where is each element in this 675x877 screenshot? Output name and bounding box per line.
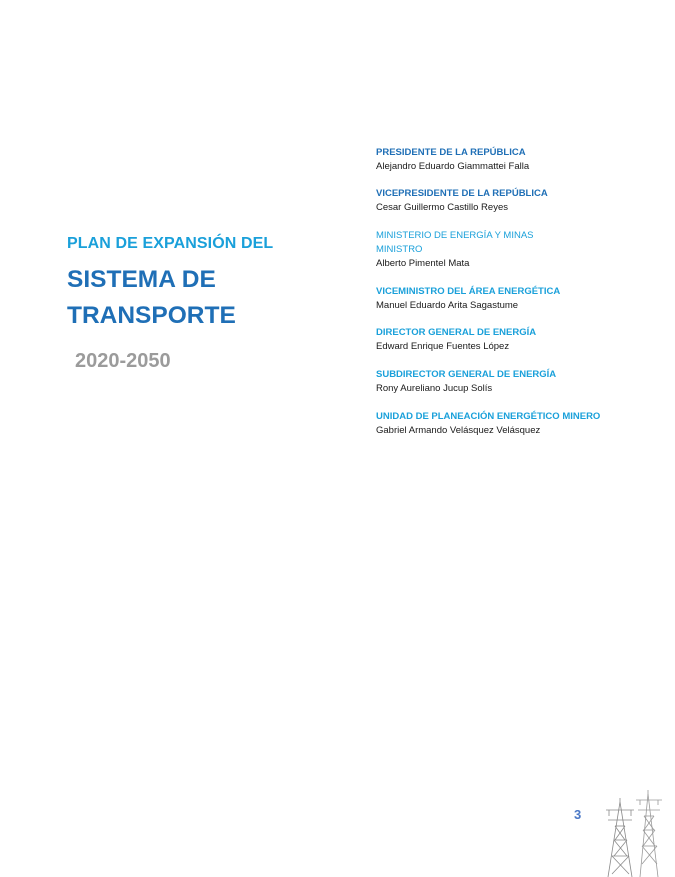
credit-name: Alberto Pimentel Mata	[376, 258, 470, 269]
credit-role: SUBDIRECTOR GENERAL DE ENERGÍA	[376, 369, 557, 380]
credit-role: VICEPRESIDENTE DE LA REPÚBLICA	[376, 188, 548, 199]
credit-name: Gabriel Armando Velásquez Velásquez	[376, 425, 541, 436]
credit-role: MINISTERIO DE ENERGÍA Y MINAS	[376, 230, 534, 241]
credit-director-general	[376, 326, 536, 354]
document-years: 2020-2050	[75, 350, 171, 372]
document-subtitle: PLAN DE EXPANSIÓN DEL	[67, 235, 274, 252]
credit-role: DIRECTOR GENERAL DE ENERGÍA	[376, 327, 537, 338]
document-title-line-1: SISTEMA DE	[67, 266, 216, 293]
credit-viceminister	[376, 285, 560, 313]
credit-vicepresident	[376, 187, 548, 215]
transmission-tower-front	[606, 798, 634, 877]
credit-planning-unit	[376, 410, 600, 438]
credit-role: PRESIDENTE DE LA REPÚBLICA	[376, 147, 526, 158]
credit-name: Rony Aureliano Jucup Solís	[376, 383, 493, 394]
credit-minister	[376, 229, 534, 271]
page-number: 3	[574, 807, 582, 822]
credit-name: Cesar Guillermo Castillo Reyes	[376, 202, 508, 213]
document-title-line-2: TRANSPORTE	[67, 302, 236, 329]
credit-name: Alejandro Eduardo Giammattei Falla	[376, 161, 530, 172]
credit-name: Manuel Eduardo Arita Sagastume	[376, 300, 519, 311]
credit-subdirector-general	[376, 368, 556, 396]
credit-name: Edward Enrique Fuentes López	[376, 341, 510, 352]
title-block	[67, 234, 337, 372]
credit-role-secondary: MINISTRO	[376, 244, 423, 255]
credit-role: VICEMINISTRO DEL ÁREA ENERGÉTICA	[376, 286, 561, 297]
credit-president	[376, 146, 529, 174]
credit-role: UNIDAD DE PLANEACIÓN ENERGÉTICO MINERO	[376, 411, 601, 422]
transmission-tower-icon	[600, 786, 668, 877]
document-title	[67, 262, 337, 334]
transmission-tower-back	[636, 790, 662, 877]
